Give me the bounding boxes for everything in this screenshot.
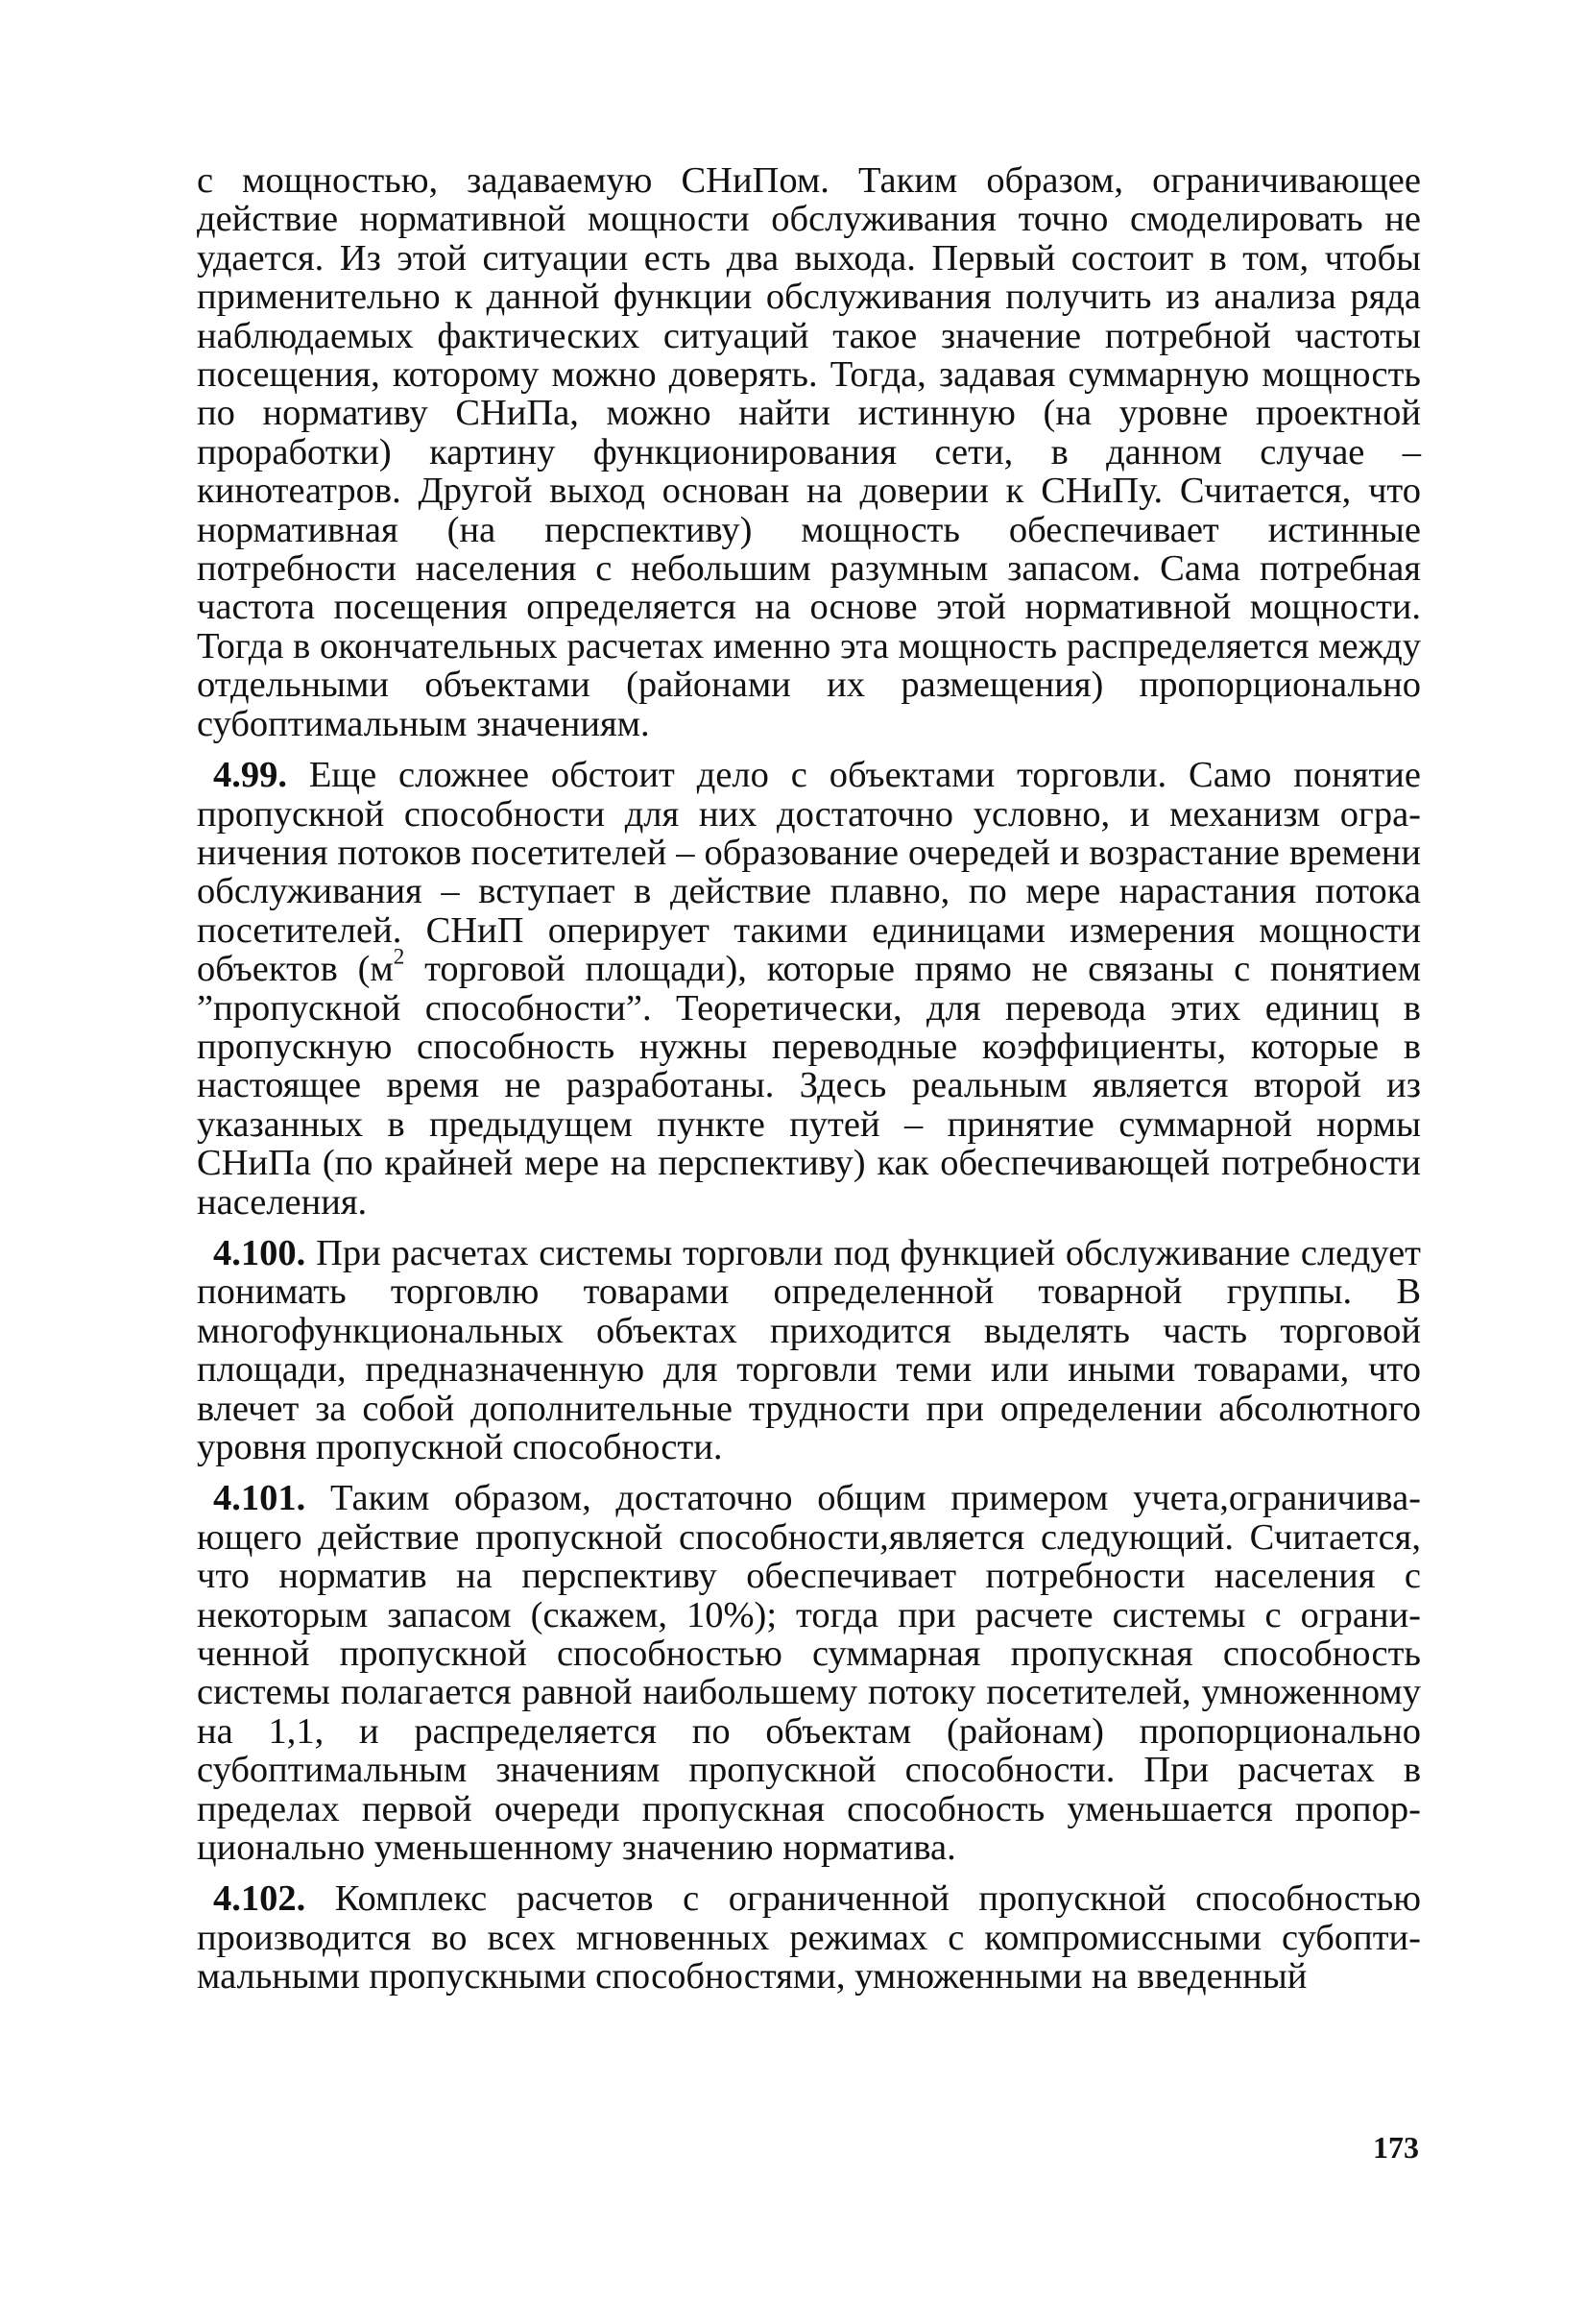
- paragraph-text: с мощностью, задаваемую СНиПом. Таким образом, ограничивающее действие нормативной мощности обслуживания точно смоделировать не удается. Из этой ситуации есть два выхода. Первый состоит в том, чтобы применительно к данной функции обслуживания получить из анализа ряда наблюдаемых фактических ситуаций такое значение потребной частоты посещения, которому можно доверять. Тогда, задавая суммарную мощность по нормативу СНиПа, можно найти истинную (на уровне проектной проработки) картину функционирования сети, в данном случае – кинотеатров. Другой выход основан на доверии к СНиПу. Считается, что нормативная (на перспективу) мощность обеспечивает истинные потребности населения с небольшим разумным запасом. Сама потребная частота посещения определяется на основе этой нормативной мощности. Тогда в окончательных расчетах именно эта мощность распределяется между отдельными объектами (районами их размещения) пропорционально субоптимальным значениям.: [197, 160, 1421, 744]
- paragraph-4-99: [197, 756, 1421, 1222]
- paragraph-number: 4.101.: [213, 1478, 306, 1519]
- paragraph-text-continued: торговой площади), которые прямо не связаны с понятием ”пропускной способности”. Теоретически, для перевода этих единиц в пропускную способность нужны переводные коэффициенты, которые в настоящее время не разработаны. Здесь реальным является второй из указанных в предыдущем пункте путей – принятие суммарной нормы СНиПа (по крайней мере на перспективу) как обеспечивающей потребности населения.: [197, 949, 1421, 1223]
- paragraph-text: Еще сложнее обстоит дело с объектами торговли. Само понятие пропускной способности для них достаточно условно, и механизм ограничения потоков посетителей – образование очередей и возрастание времени обслуживания – вступает в действие плавно, по мере нарастания потока посетителей. СНиП оперирует такими единицами измерения мощности объектов (м: [197, 755, 1421, 990]
- superscript: 2: [393, 943, 405, 969]
- paragraph-text: При расчетах системы торговли под функцией обслуживание следует понимать торговлю товарами определенной товарной группы. В многофункциональных объектах приходится выделять часть торговой площади, предназначенную для торговли теми или иными товарами, что влечет за собой дополнительные трудности при определении абсолютного уровня пропускной способности.: [197, 1232, 1421, 1467]
- paragraph-number: 4.100.: [213, 1232, 306, 1273]
- paragraph-4-102: [197, 1879, 1421, 1996]
- paragraph-number: 4.102.: [213, 1878, 306, 1920]
- page-number: 173: [1373, 2130, 1419, 2165]
- paragraph-4-101: [197, 1479, 1421, 1867]
- paragraph-text: Комплекс расчетов с ограниченной пропускной способностью производится во всех мгновенных режимах с компромиссными субоптимальными пропускными способностями, умноженными на введенный: [197, 1878, 1422, 1997]
- paragraph-number: 4.99.: [213, 755, 287, 796]
- body-text: [197, 161, 1421, 1997]
- paragraph-text: Таким образом, достаточно общим примером учета,ограничивающего действие пропускной способности,является следующий. Считается, что норматив на перспективу обеспечивает потребности населения с некоторым запасом (скажем, 10%); тогда при расчете системы с ограниченной пропускной способностью суммарная пропускная способность системы полагается равной наибольшему потоку посетителей, умноженному на 1,1, и распределяется по объектам (районам) пропорционально субоптимальным значениям пропускной способности. При расчетах в пределах первой очереди пропускная способность уменьшается пропорционально уменьшенному значению норматива.: [197, 1478, 1421, 1869]
- paragraph-continuation: [197, 161, 1421, 743]
- paragraph-4-100: [197, 1234, 1421, 1466]
